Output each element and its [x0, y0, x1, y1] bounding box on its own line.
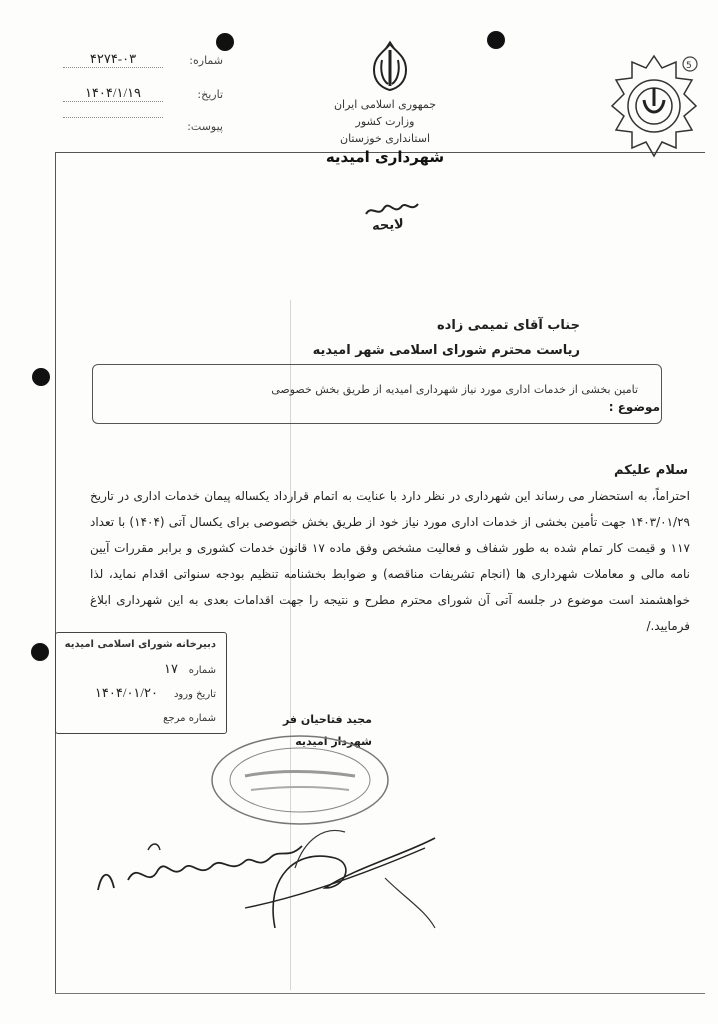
emblem-line-1: جمهوری اسلامی ایران — [333, 98, 437, 111]
punch-hole — [216, 33, 234, 51]
frame-line-left — [55, 152, 56, 994]
punch-hole — [32, 368, 50, 386]
subject-label: موضوع : — [608, 400, 660, 414]
emblem-line-3: استانداری خوزستان — [339, 132, 430, 145]
secretariat-stamp — [55, 632, 227, 734]
header-center — [300, 96, 470, 166]
handwritten-signature-icon — [88, 830, 328, 910]
punch-hole — [487, 31, 505, 49]
official-seal-icon — [205, 730, 395, 830]
date-label: تاریخ: — [197, 88, 223, 101]
stamp-number-label: شماره — [188, 665, 216, 676]
subject-text: تامین بخشی از خدمات اداری مورد نیاز شهرداری امیدیه از طریق بخش خصوصی — [271, 383, 638, 396]
stamp-date-label: تاریخ ورود — [173, 689, 216, 700]
stamp-title: دبیرخانه شورای اسلامی امیدیه — [64, 639, 216, 650]
municipality-logo-icon — [606, 50, 702, 162]
municipality-title: شهرداری امیدیه — [325, 148, 445, 166]
stamp-date-value: ۱۴۰۴/۰۱/۲۰ — [94, 685, 158, 700]
draft-label: لایحه — [371, 216, 405, 235]
date-value: ۱۴۰۴/۱/۱۹ — [63, 85, 163, 102]
punch-hole — [31, 643, 49, 661]
svg-text:5: 5 — [686, 61, 692, 71]
number-label: شماره: — [189, 54, 223, 67]
addressee-line-2: ریاست محترم شورای اسلامی شهر امیدیه — [312, 343, 580, 358]
number-value: ۴۲۷۴-۰۳ — [63, 51, 163, 68]
addressee-line-1: جناب آقای تمیمی زاده — [436, 318, 580, 333]
attachment-value — [63, 117, 163, 118]
attachment-label: پیوست: — [187, 120, 223, 133]
emblem-line-2: وزارت کشور — [355, 115, 415, 128]
stamp-number-value: ۱۷ — [164, 661, 178, 676]
letter-body: احتراماً، به استحضار می رساند این شهرداری در نظر دارد با عنایت به اتمام قرارداد یکساله پیمان خدمات اداری در تاریخ ۱۴۰۳/۰۱/۲۹ جهت تأمین بخشی از خدمات اداری مورد نیاز خود از طریق بخش خصوصی برای یکسال آتی (۱۴۰۴) با تعداد ۱۱۷ و قیمت کار تمام شده به طور شفاف و فعالیت مشخص وفق ماده ۱۷ قانون خدمات کشوری و برابر مقررات آیین نامه مالی و معاملات شهرداری ها (انجام تشریفات مناقصه) و ضوابط بخشنامه تنظیم بودجه سنواتی اقدام نماید، لذا خواهشمند است موضوع در جلسه آتی آن شورای محترم مطرح و نتیجه را جهت اقدامات بعدی به این شهرداری ابلاغ فرمایید./ — [90, 489, 690, 633]
frame-line-bottom — [55, 993, 705, 994]
stamp-ref-label: شماره مرجع — [163, 713, 216, 724]
signer-title: شهردار امیدیه — [295, 735, 372, 748]
greeting: سلام علیکم — [614, 463, 688, 478]
signer-name: مجید فتاحیان فر — [282, 713, 372, 726]
iran-emblem-icon — [362, 40, 418, 94]
